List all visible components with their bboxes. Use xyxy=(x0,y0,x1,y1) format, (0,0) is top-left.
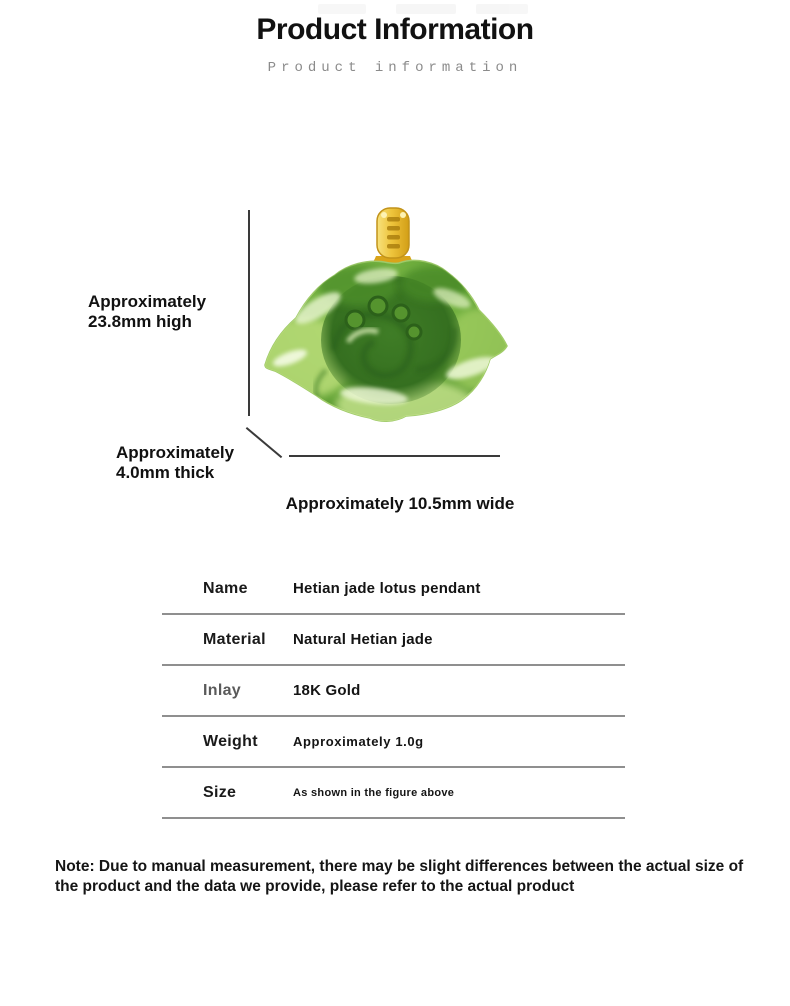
jade-lotus-body xyxy=(256,260,512,431)
pendant-photo xyxy=(256,200,512,440)
row-value: Natural Hetian jade xyxy=(293,631,433,648)
page-title: Product Information xyxy=(256,13,534,46)
row-label: Weight xyxy=(203,732,258,750)
table-row-material xyxy=(162,615,625,666)
jade-pendant-icon xyxy=(256,200,512,440)
row-label: Material xyxy=(203,630,266,648)
height-dimension-line xyxy=(248,210,250,416)
row-value: 18K Gold xyxy=(293,682,361,699)
spec-table xyxy=(162,564,625,819)
width-dimension-line xyxy=(289,455,500,457)
row-label: Inlay xyxy=(203,681,241,699)
table-row-inlay xyxy=(162,666,625,717)
row-label: Name xyxy=(203,579,248,597)
height-label: Approximately 23.8mm high xyxy=(88,292,207,331)
row-label: Size xyxy=(203,783,237,801)
width-label: Approximately 10.5mm wide xyxy=(285,494,515,513)
page-subtitle: Product information xyxy=(267,60,523,76)
row-value: As shown in the figure above xyxy=(293,786,455,799)
thickness-label: Approximately 4.0mm thick xyxy=(116,443,235,482)
row-value: Hetian jade lotus pendant xyxy=(293,580,481,597)
measurement-note: Note: Due to manual measurement, there may be slight differences between the actual size of the product and the data we provide, please refer to the actual product xyxy=(55,858,744,895)
table-row-name xyxy=(162,564,625,615)
table-row-size xyxy=(162,768,625,819)
row-value: Approximately 1.0g xyxy=(293,734,424,749)
table-row-weight xyxy=(162,717,625,768)
